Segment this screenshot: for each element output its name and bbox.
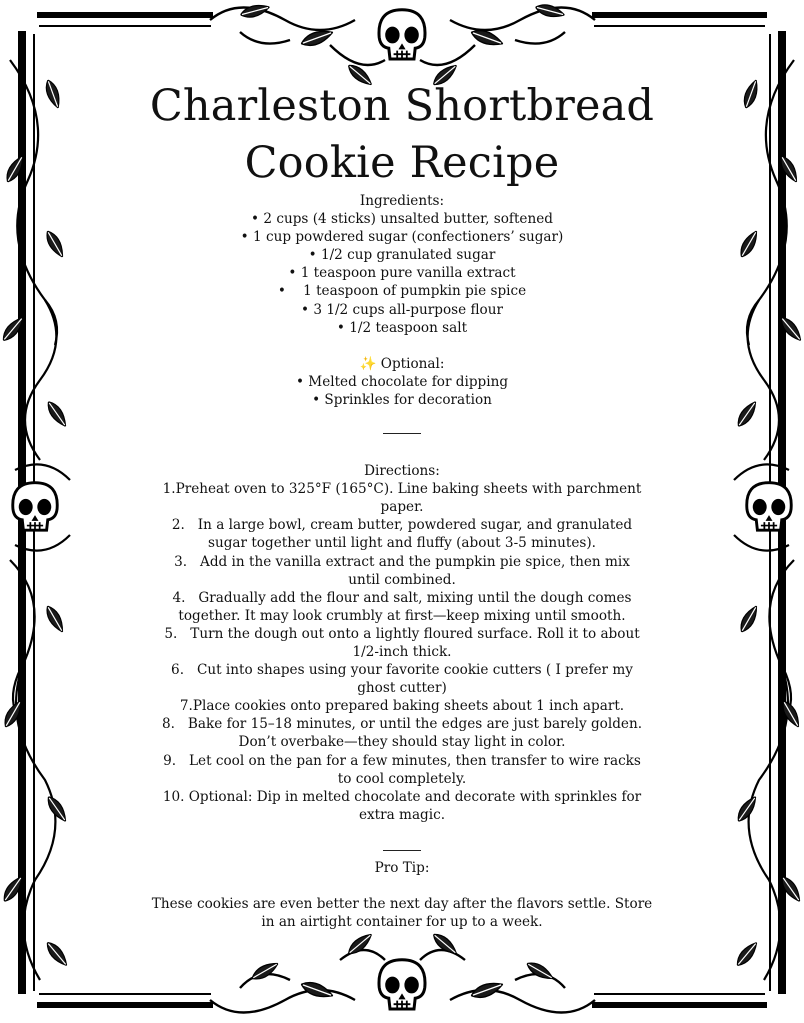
ingredients-section	[110, 192, 694, 337]
ingredient-item: • 3 1/2 cups all-purpose flour	[301, 301, 503, 318]
ingredient-item: • 1 teaspoon pure vanilla extract	[288, 265, 516, 282]
direction-step-line: 1/2-inch thick.	[352, 643, 452, 660]
direction-step-line: 9. Let cool on the pan for a few minutes, then transfer to wire racks	[163, 752, 641, 769]
direction-step-line: together. It may look crumbly at first—keep mixing until smooth.	[178, 607, 626, 624]
ingredient-item: • 1/2 cup granulated sugar	[308, 247, 496, 264]
ingredient-item: • 1 teaspoon of pumpkin pie spice	[277, 283, 527, 300]
ingredients-heading: Ingredients:	[359, 193, 445, 209]
section-divider	[383, 850, 421, 851]
direction-step-line: 1.Preheat oven to 325°F (165°C). Line baking sheets with parchment	[162, 481, 642, 498]
direction-step-line: 4. Gradually add the flour and salt, mixing until the dough comes	[172, 589, 632, 606]
ingredient-item: • 1/2 teaspoon salt	[336, 319, 468, 336]
spacer	[110, 337, 694, 355]
optional-item: • Sprinkles for decoration	[312, 391, 492, 408]
direction-step-line: extra magic.	[358, 806, 446, 823]
direction-step-line: 2. In a large bowl, cream butter, powdered sugar, and granulated	[171, 517, 633, 534]
pro-tip-line: These cookies are even better the next day after the flavors settle. Store	[151, 896, 653, 912]
ingredient-item: • 1 cup powdered sugar (confectioners’ sugar)	[240, 229, 564, 246]
directions-section	[110, 462, 694, 824]
direction-step-line: 8. Bake for 15–18 minutes, or until the edges are just barely golden.	[161, 716, 643, 733]
recipe-title	[110, 78, 694, 192]
direction-step-line: Don’t overbake—they should stay light in color.	[238, 734, 566, 751]
pro-tip-line: in an airtight container for up to a week.	[261, 914, 543, 931]
spacer	[110, 877, 694, 895]
directions-heading: Directions:	[364, 463, 440, 480]
title-line-1: Charleston Shortbread	[149, 81, 655, 131]
recipe-content	[110, 78, 694, 931]
direction-step-line: 3. Add in the vanilla extract and the pumpkin pie spice, then mix	[174, 553, 630, 570]
direction-step-line: to cool completely.	[337, 770, 467, 787]
optional-section	[110, 355, 694, 409]
recipe-body	[110, 192, 694, 931]
pro-tip-heading: Pro Tip:	[374, 859, 430, 876]
direction-step-line: paper.	[380, 499, 424, 516]
section-divider	[383, 433, 421, 434]
pro-tip-section	[110, 859, 694, 931]
title-line-2: Cookie Recipe	[244, 138, 560, 188]
ingredient-item: • 2 cups (4 sticks) unsalted butter, softened	[251, 211, 553, 228]
optional-heading: ✨ Optional:	[359, 355, 445, 372]
direction-step-line: until combined.	[348, 571, 456, 588]
direction-step-line: sugar together until light and fluffy (about 3-5 minutes).	[207, 535, 597, 552]
direction-step-line: 7.Place cookies onto prepared baking sheets about 1 inch apart.	[179, 698, 625, 715]
direction-step-line: 6. Cut into shapes using your favorite cookie cutters ( I prefer my	[171, 662, 633, 679]
direction-step-line: 10. Optional: Dip in melted chocolate and decorate with sprinkles for	[162, 788, 642, 805]
direction-step-line: ghost cutter)	[357, 680, 447, 697]
optional-item: • Melted chocolate for dipping	[295, 373, 509, 390]
direction-step-line: 5. Turn the dough out onto a lightly floured surface. Roll it to about	[164, 625, 640, 642]
